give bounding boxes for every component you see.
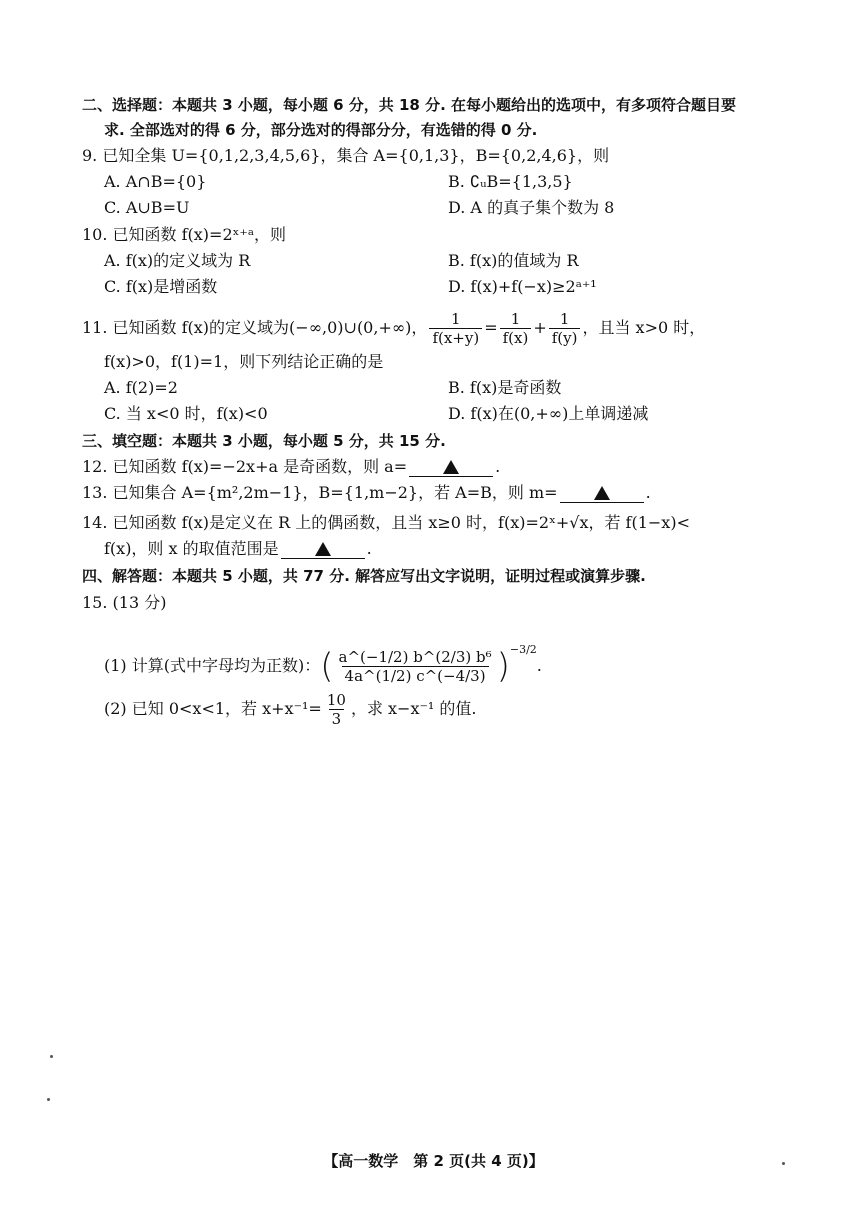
- q10-option-d: D. f(x)+f(−x)≥2ᵃ⁺¹: [448, 277, 597, 296]
- q11-fraction-3: [549, 310, 581, 347]
- q15-part1-fraction: [336, 648, 495, 685]
- q9-stem: 9. 已知全集 U={0,1,2,3,4,5,6}，集合 A={0,1,3}，B={0,2,4,6}，则: [82, 146, 610, 165]
- q15-part2-fraction: [324, 691, 349, 728]
- q11-fraction-1-den: f(x+y): [429, 328, 482, 347]
- q9-option-a: A. A∩B={0}: [104, 172, 207, 191]
- q15-part1-denominator: 4a^(1/2) c^(−4/3): [342, 666, 489, 685]
- q11-stem-post: ，且当 x>0 时，: [582, 318, 706, 337]
- q11-fraction-3-num: 1: [559, 310, 570, 328]
- q13-answer-blank[interactable]: [560, 484, 644, 503]
- q13-period: .: [645, 483, 651, 502]
- q10-stem: 10. 已知函数 f(x)=2ˣ⁺ᵃ，则: [82, 225, 287, 244]
- q12-text: 12. 已知函数 f(x)=−2x+a 是奇函数，则 a=: [82, 457, 408, 476]
- q15-heading: 15. (13 分): [82, 593, 167, 612]
- q14-answer-blank[interactable]: [281, 540, 365, 559]
- q9-option-c: C. A∪B=U: [104, 198, 190, 217]
- q13-text: 13. 已知集合 A={m²,2m−1}，B={1,m−2}，若 A=B，则 m=: [82, 483, 558, 502]
- page-footer: 【高一数学 第 2 页(共 4 页)】: [323, 1152, 544, 1170]
- q11-fraction-2: [500, 310, 532, 347]
- section4-heading: 四、解答题：本题共 5 小题，共 77 分. 解答应写出文字说明，证明过程或演算步骤.: [82, 567, 646, 585]
- q11-equals: =: [484, 318, 498, 337]
- q11-option-a: A. f(2)=2: [104, 378, 178, 397]
- q14-line1: 14. 已知函数 f(x)是定义在 R 上的偶函数，且当 x≥0 时，f(x)=2ˣ+√x，若 f(1−x)<: [82, 513, 690, 532]
- q9-option-d: D. A 的真子集个数为 8: [448, 198, 615, 217]
- q14-line2: [104, 539, 372, 559]
- section2-heading-cont: [104, 120, 537, 140]
- q11-fraction-2-den: f(x): [500, 328, 532, 347]
- q11-stem-line2: f(x)>0，f(1)=1，则下列结论正确的是: [104, 352, 384, 371]
- scan-speck: [50, 1055, 53, 1058]
- triangle-icon: [443, 460, 459, 474]
- q11-plus: +: [533, 318, 547, 337]
- q11-option-d: D. f(x)在(0,+∞)上单调递减: [448, 404, 649, 423]
- q11-fraction-1-num: 1: [451, 310, 461, 328]
- q11-option-b: B. f(x)是奇函数: [448, 378, 562, 397]
- q14-period: .: [366, 539, 372, 558]
- section2-line2: 求. 全部选对的得 6 分，部分选对的得部分分，有选错的得 0 分.: [104, 121, 538, 139]
- q12: [82, 457, 500, 477]
- q15-part1-period: .: [536, 656, 542, 675]
- q15-part2-tail: ，求 x−x⁻¹ 的值.: [350, 699, 477, 718]
- q15-part1-exponent: −3/2: [509, 643, 537, 656]
- scan-speck: [47, 1098, 50, 1101]
- q15-part2-text: (2) 已知 0<x<1，若 x+x⁻¹=: [104, 699, 322, 718]
- section2-heading: [82, 95, 736, 115]
- q10-option-a: A. f(x)的定义域为 R: [104, 251, 251, 270]
- q9-option-b: B. ∁ᵤB={1,3,5}: [448, 172, 573, 191]
- q12-period: .: [495, 457, 501, 476]
- q15-part2-denominator: 3: [329, 709, 345, 728]
- q10-option-b: B. f(x)的值域为 R: [448, 251, 579, 270]
- q11-option-c: C. 当 x<0 时，f(x)<0: [104, 404, 268, 423]
- right-paren-icon: ): [496, 646, 510, 687]
- section2-line1: 二、选择题：本题共 3 小题，每小题 6 分，共 18 分. 在每小题给出的选项中，有多项符合题目要: [82, 96, 737, 114]
- q10-option-c: C. f(x)是增函数: [104, 277, 218, 296]
- q14-text: f(x)，则 x 的取值范围是: [104, 539, 279, 558]
- q15-part1: [104, 624, 542, 692]
- q13: [82, 483, 651, 503]
- q11-fraction-3-den: f(y): [549, 328, 581, 347]
- q15-part1-numerator: a^(−1/2) b^(2/3) b⁶: [338, 648, 492, 666]
- q11-stem-pre: 11. 已知函数 f(x)的定义域为(−∞,0)∪(0,+∞)，: [82, 318, 428, 337]
- q11-fraction-1: [429, 310, 482, 347]
- q11-fraction-2-num: 1: [510, 310, 521, 328]
- left-paren-icon: (: [320, 646, 334, 687]
- q15-part2: [104, 688, 477, 730]
- triangle-icon: [594, 486, 610, 500]
- q15-part1-text: (1) 计算(式中字母均为正数)：: [104, 656, 321, 675]
- q15-part2-numerator: 10: [326, 691, 346, 709]
- q11-stem: [82, 308, 705, 348]
- q12-answer-blank[interactable]: [409, 458, 493, 477]
- triangle-icon: [315, 542, 331, 556]
- section3-heading: 三、填空题：本题共 3 小题，每小题 5 分，共 15 分.: [82, 432, 446, 450]
